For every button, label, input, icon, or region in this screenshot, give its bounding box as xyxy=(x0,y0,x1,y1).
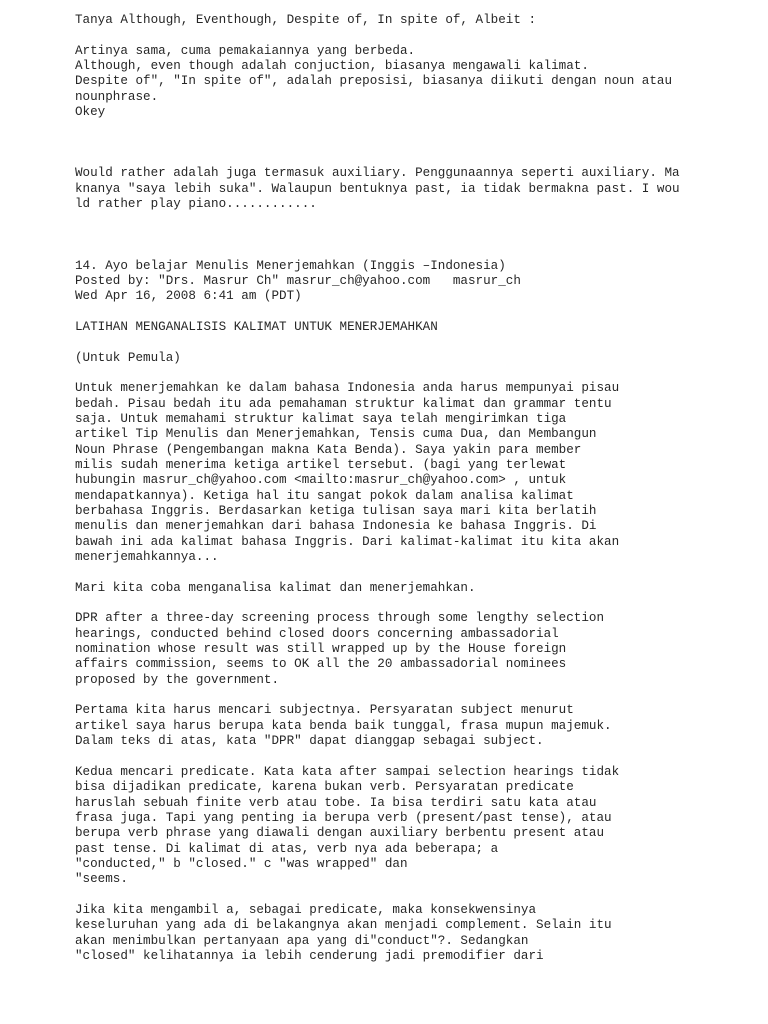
text-line: Mari kita coba menganalisa kalimat dan menerjemahkan. xyxy=(75,580,476,595)
text-line: hearings, conducted behind closed doors concerning ambassadorial xyxy=(75,626,559,641)
text-line: saja. Untuk memahami struktur kalimat saya telah mengirimkan tiga xyxy=(75,411,567,426)
blank-line xyxy=(75,120,755,135)
text-line: Would rather adalah juga termasuk auxiliary. Penggunaannya seperti auxiliary. Ma xyxy=(75,166,680,181)
text-line: berupa verb phrase yang diawali dengan auxiliary berbentu present atau xyxy=(75,826,605,841)
text-line: haruslah sebuah finite verb atau tobe. Ia bisa terdiri satu kata atau xyxy=(75,795,597,810)
document-text-body xyxy=(75,13,755,964)
post-date: Wed Apr 16, 2008 6:41 am (PDT) xyxy=(75,289,302,304)
text-line: Dalam teks di atas, kata "DPR" dapat dianggap sebagai subject. xyxy=(75,734,544,749)
text-line: proposed by the government. xyxy=(75,672,280,687)
text-line: bisa dijadikan predicate, karena bukan verb. Persyaratan predicate xyxy=(75,780,574,795)
blank-line xyxy=(75,28,755,43)
text-line: Noun Phrase (Pengembangan makna Kata Benda). Saya yakin para member xyxy=(75,442,582,457)
text-line: DPR after a three-day screening process through some lengthy selection xyxy=(75,611,605,626)
text-line: bedah. Pisau bedah itu ada pemahaman struktur kalimat dan grammar tentu xyxy=(75,396,612,411)
text-line: artikel saya harus berupa kata benda baik tunggal, frasa mupun majemuk. xyxy=(75,718,612,733)
text-line: ld rather play piano............ xyxy=(75,197,317,212)
blank-line xyxy=(75,596,755,611)
text-line: milis sudah menerima ketiga artikel tersebut. (bagi yang terlewat xyxy=(75,457,567,472)
text-line: Despite of", "In spite of", adalah preposisi, biasanya diikuti dengan noun atau xyxy=(75,74,673,89)
text-line: menulis dan menerjemahkan dari bahasa Indonesia ke bahasa Inggris. Di xyxy=(75,519,597,534)
text-line: nounphrase. xyxy=(75,89,159,104)
text-line: artikel Tip Menulis dan Menerjemahkan, Tensis cuma Dua, dan Membangun xyxy=(75,427,597,442)
blank-line xyxy=(75,335,755,350)
blank-line xyxy=(75,750,755,765)
post-author: Posted by: "Drs. Masrur Ch" masrur_ch@yahoo.com masrur_ch xyxy=(75,273,521,288)
blank-line xyxy=(75,565,755,580)
text-line: frasa juga. Tapi yang penting ia berupa verb (present/past tense), atau xyxy=(75,810,612,825)
text-line: mendapatkannya). Ketiga hal itu sangat pokok dalam analisa kalimat xyxy=(75,488,574,503)
blank-line xyxy=(75,136,755,151)
blank-line xyxy=(75,228,755,243)
blank-line xyxy=(75,688,755,703)
text-line: "conducted," b "closed." c "was wrapped" dan xyxy=(75,856,408,871)
blank-line xyxy=(75,888,755,903)
text-line: Pertama kita harus mencari subjectnya. Persyaratan subject menurut xyxy=(75,703,574,718)
text-line: "seems. xyxy=(75,872,128,887)
text-line: berbahasa Inggris. Berdasarkan ketiga tulisan saya mari kita berlatih xyxy=(75,504,597,518)
text-line: "closed" kelihatannya ia lebih cenderung jadi premodifier dari xyxy=(75,948,544,963)
post-title: 14. Ayo belajar Menulis Menerjemahkan (Inggis –Indonesia) xyxy=(75,258,506,273)
text-line: past tense. Di kalimat di atas, verb nya ada beberapa; a xyxy=(75,841,499,856)
text-line: Artinya sama, cuma pemakaiannya yang berbeda. xyxy=(75,43,416,58)
section-subheading: (Untuk Pemula) xyxy=(75,350,181,365)
blank-line xyxy=(75,243,755,258)
text-line: knanya "saya lebih suka". Walaupun bentuknya past, ia tidak bermakna past. I wou xyxy=(75,181,680,196)
text-line: hubungin masrur_ch@yahoo.com <mailto:masrur_ch@yahoo.com> , untuk xyxy=(75,473,567,488)
blank-line xyxy=(75,305,755,320)
text-line: Okey xyxy=(75,105,106,120)
text-line: akan menimbulkan pertanyaan apa yang di"conduct"?. Sedangkan xyxy=(75,933,529,948)
text-line: menerjemahkannya... xyxy=(75,550,219,565)
text-line: nomination whose result was still wrapped up by the House foreign xyxy=(75,642,567,657)
text-line: bawah ini ada kalimat bahasa Inggris. Dari kalimat-kalimat itu kita akan xyxy=(75,534,620,549)
blank-line xyxy=(75,151,755,166)
text-line: Jika kita mengambil a, sebagai predicate, maka konsekwensinya xyxy=(75,902,537,917)
text-line: affairs commission, seems to OK all the 20 ambassadorial nominees xyxy=(75,657,567,672)
section-heading: LATIHAN MENGANALISIS KALIMAT UNTUK MENERJEMAHKAN xyxy=(75,319,438,334)
blank-line xyxy=(75,212,755,227)
text-line: Kedua mencari predicate. Kata kata after sampai selection hearings tidak xyxy=(75,764,620,779)
text-line: Untuk menerjemahkan ke dalam bahasa Indonesia anda harus mempunyai pisau xyxy=(75,381,620,396)
text-line: keseluruhan yang ada di belakangnya akan menjadi complement. Selain itu xyxy=(75,918,612,933)
blank-line xyxy=(75,366,755,381)
text-line: Tanya Although, Eventhough, Despite of, In spite of, Albeit : xyxy=(75,13,537,27)
text-line: Although, even though adalah conjuction, biasanya mengawali kalimat. xyxy=(75,59,589,74)
